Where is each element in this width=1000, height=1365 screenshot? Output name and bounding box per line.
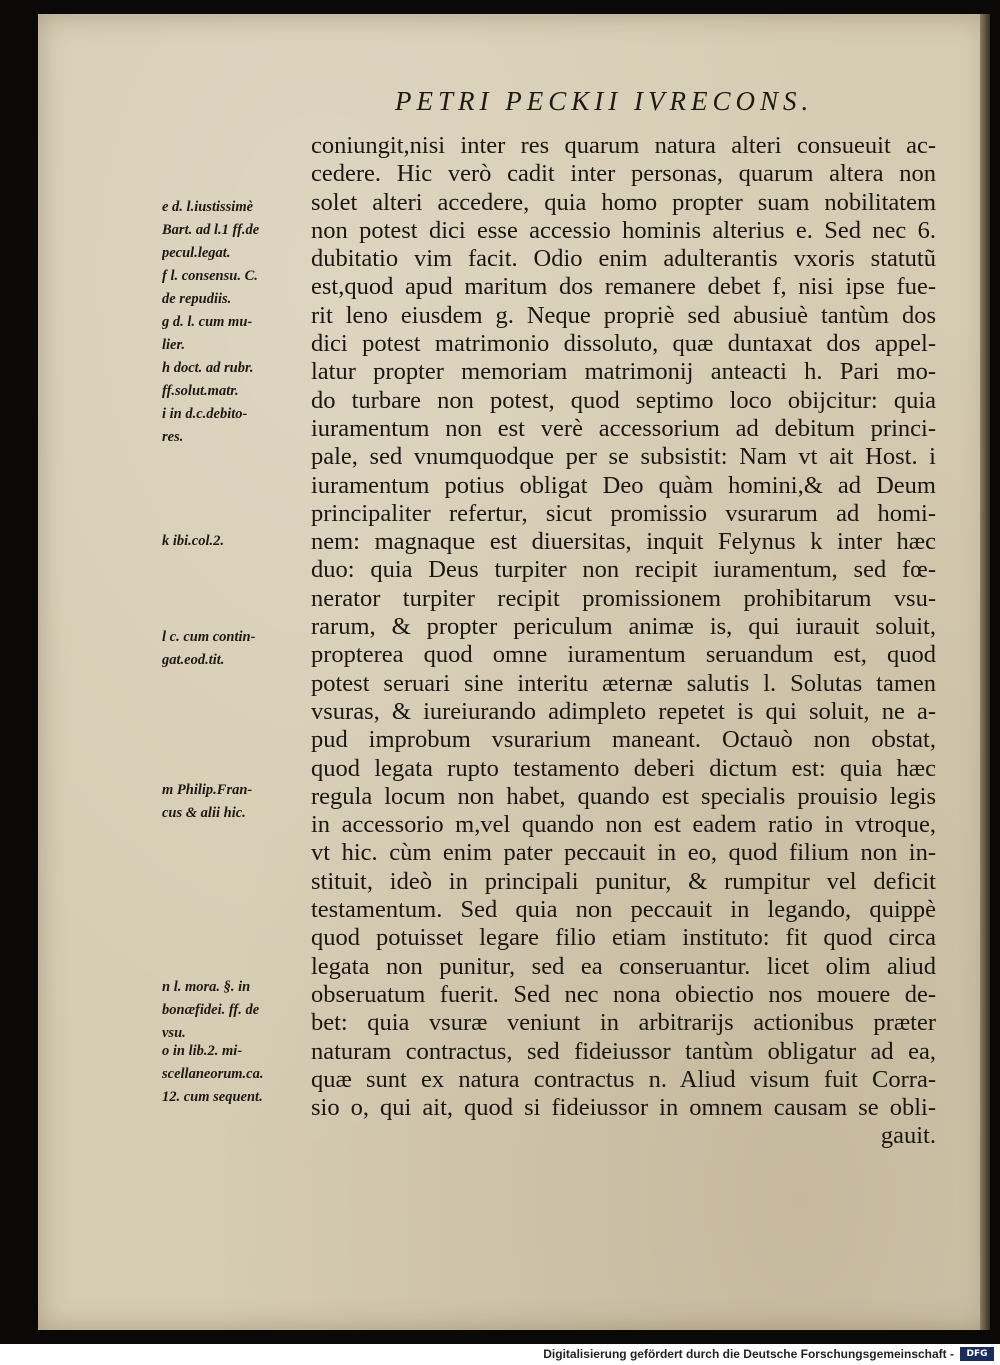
text-line: in accessorio m,vel quando non est eadem ratio in vtroque, xyxy=(311,811,936,839)
digitization-footer xyxy=(0,1344,1000,1365)
text-line: sio o, qui ait, quod si fideiussor in omnem causam se obli- xyxy=(311,1094,936,1122)
text-line: dubitatio vim facit. Odio enim adulterantis vxoris statutũ xyxy=(311,245,936,273)
text-line: propterea quod omne iuramentum seruandum est, quod xyxy=(311,641,936,669)
text-line: principaliter refertur, sicut promissio vsurarum ad homi- xyxy=(311,499,936,527)
note-line: de repudiis. xyxy=(162,291,232,307)
marginal-note-k xyxy=(162,530,324,553)
note-line: l c. cum contin- xyxy=(162,629,256,645)
text-line: testamentum. Sed quia non peccauit in legando, quippè xyxy=(311,896,936,924)
text-line: legata non punitur, sed ea conseruantur. licet olim aliud xyxy=(311,952,936,980)
text-line: naturam contractus, sed fideiussor tantùm obligatur ad ea, xyxy=(311,1037,936,1065)
text-line: vt hic. cùm enim pater peccauit in eo, quod filium non in- xyxy=(311,839,936,867)
main-text-block xyxy=(311,132,936,1151)
marginal-note-e-i xyxy=(162,196,324,449)
note-line: m Philip.Fran- xyxy=(162,782,253,798)
note-line: n l. mora. §. in xyxy=(162,979,251,995)
marginal-note-n xyxy=(162,976,324,1045)
note-line: lier. xyxy=(162,337,185,353)
text-line: gauit. xyxy=(880,1122,936,1150)
text-line: quod legata rupto testamento deberi dictum est: quia hæc xyxy=(311,754,936,782)
text-line: stituit, ideò in principali punitur, & rumpitur vel deficit xyxy=(311,867,936,895)
text-line: dici potest matrimonio dissoluto, quæ duntaxat dos appel- xyxy=(311,330,936,358)
text-line: quæ sunt ex natura contractus n. Aliud visum fuit Corra- xyxy=(311,1065,936,1093)
text-line: pud improbum vsurarium maneant. Octauò non obstat, xyxy=(311,726,936,754)
note-line: Bart. ad l.1 ff.de xyxy=(162,222,260,238)
page-spine-edge xyxy=(980,14,990,1330)
text-line: rit leno eiusdem g. Neque propriè sed abusiuè tantùm dos xyxy=(311,301,936,329)
text-line: nem: magnaque est diuersitas, inquit Felynus k inter hæc xyxy=(311,528,936,556)
text-line: coniungit,nisi inter res quarum natura alteri consueuit ac- xyxy=(311,132,936,159)
text-line: quod potuisset legare filio etiam instituto: fit quod circa xyxy=(311,924,936,952)
text-line: rarum, & propter periculum animæ is, qui iurauit soluit, xyxy=(311,613,936,641)
text-line: nerator turpiter recipit promissionem prohibitarum vsu- xyxy=(311,584,936,612)
text-line: obseruatum fuerit. Sed nec nona obiectio nos mouere de- xyxy=(311,980,936,1008)
note-line: o in lib.2. mi- xyxy=(162,1043,243,1059)
text-line: solet alteri accedere, quia homo propter suam nobilitatem xyxy=(311,188,936,216)
text-line: do turbare non potest, quod septimo loco obijcitur: quia xyxy=(311,386,936,414)
note-line: scellaneorum.ca. xyxy=(162,1066,264,1082)
text-line: non potest dici esse accessio hominis alterius e. Sed nec 6. xyxy=(311,216,936,244)
text-line: iuramentum potius obligat Deo quàm homini,& ad Deum xyxy=(311,471,936,499)
note-line: f l. consensu. C. xyxy=(162,268,258,284)
text-line: pale, sed vnumquodque per se subsistit: Nam vt ait Host. i xyxy=(311,443,936,471)
marginal-note-l xyxy=(162,626,324,672)
note-line: k ibi.col.2. xyxy=(162,533,225,549)
note-line: i in d.c.debito- xyxy=(162,406,248,422)
note-line: pecul.legat. xyxy=(162,245,231,261)
text-line: duo: quia Deus turpiter non recipit iuramentum, sed fœ- xyxy=(311,556,936,584)
note-line: e d. l.iustissimè xyxy=(162,199,254,215)
text-line: latur propter memoriam matrimonij anteacti h. Pari mo- xyxy=(311,358,936,386)
text-line: iuramentum non est verè accessorium ad debitum princi- xyxy=(311,414,936,442)
note-line: 12. cum sequent. xyxy=(162,1089,263,1105)
text-line: cedere. Hic verò cadit inter personas, quarum altera non xyxy=(311,160,936,188)
note-line: ff.solut.matr. xyxy=(162,383,239,399)
note-line: vsu. xyxy=(162,1025,186,1041)
text-line: vsuras, & iureiurando adimpleto repetet is qui soluit, ne a- xyxy=(311,697,936,725)
text-line: potest seruari sine interitu æternæ salutis l. Solutas tamen xyxy=(311,669,936,697)
funding-credit: Digitalisierung gefördert durch die Deutsche Forschungsgemeinschaft - xyxy=(543,1347,954,1361)
marginal-note-m xyxy=(162,779,324,825)
note-line: bonæfidei. ff. de xyxy=(162,1002,260,1018)
text-line: bet: quia vsuræ veniunt in arbitrarijs actionibus præter xyxy=(311,1009,936,1037)
dfg-logo: DFG xyxy=(960,1347,994,1361)
note-line: cus & alii hic. xyxy=(162,805,246,821)
text-line: est,quod apud maritum dos remanere debet f, nisi ipse fue- xyxy=(311,273,936,301)
note-line: h doct. ad rubr. xyxy=(162,360,254,376)
note-line: gat.eod.tit. xyxy=(162,652,225,668)
text-line: regula locum non habet, quando est specialis prouisio legis xyxy=(311,782,936,810)
running-head: PETRI PECKII IVRECONS. xyxy=(395,86,814,116)
marginal-note-o xyxy=(162,1040,324,1109)
note-line: g d. l. cum mu- xyxy=(162,314,253,330)
note-line: res. xyxy=(162,429,184,445)
